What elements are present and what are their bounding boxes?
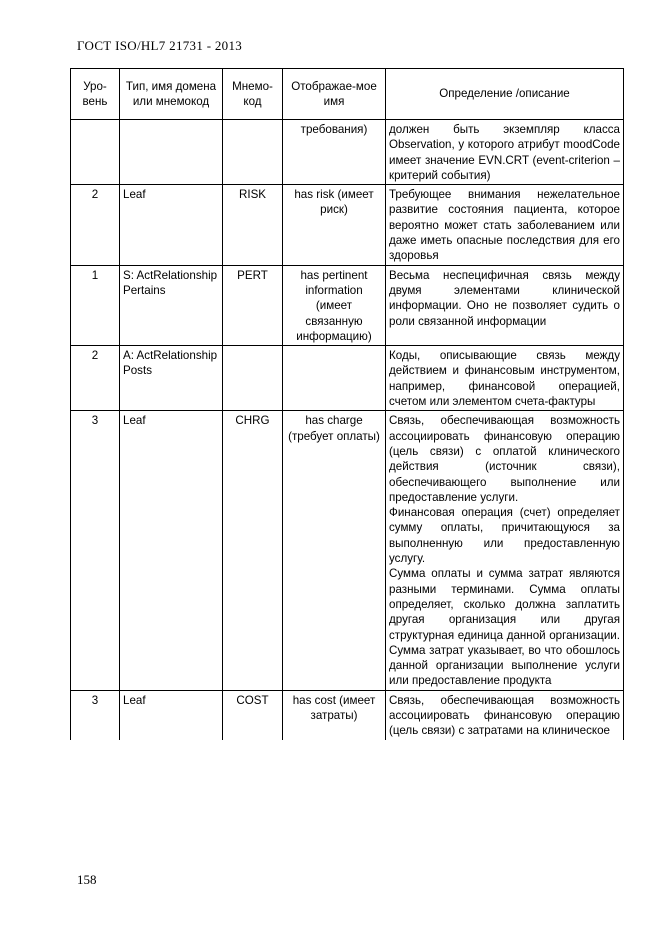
code-cell [223,346,283,411]
description-cell [386,346,624,411]
header-code: Мнемо-код [223,69,283,120]
table-row [71,265,624,345]
page-number: 158 [77,872,97,887]
type-cell: Leaf [120,690,223,739]
document-header: ГОСТ ISO/HL7 21731 - 2013 [77,38,243,53]
description-cell [386,185,624,265]
code-cell: RISK [223,185,283,265]
level-cell: 2 [71,185,120,265]
display-name-cell: требования) [283,120,386,185]
display-name-cell: has risk (имеет риск) [283,185,386,265]
display-name-cell [283,346,386,411]
description-cell [386,690,624,739]
code-cell: CHRG [223,411,283,690]
description-paragraph: Требующее внимания нежелательное развитие состояния пациента, которое вероятно может стать заболеванием или даже иметь опасные последствия для его здоровья [389,188,620,263]
level-cell: 3 [71,690,120,739]
type-cell: S: ActRelationshipPertains [120,265,223,345]
display-name-cell: has cost (имеет затраты) [283,690,386,739]
header-level: Уро-вень [71,69,120,120]
type-cell: Leaf [120,411,223,690]
display-name-cell: has pertinent information (имеет связанную информацию) [283,265,386,345]
type-cell [120,120,223,185]
level-cell: 3 [71,411,120,690]
type-cell: Leaf [120,185,223,265]
description-paragraph: Весьма неспецифичная связь между двумя элементами клинической информации. Оно не позволяет судить о роли связанной информации [389,268,620,328]
description-paragraph: Финансовая операция (счет) определяет сумму оплаты, причитающуюся за выполненную или предоставленную услугу. [389,506,620,566]
code-cell: PERT [223,265,283,345]
description-paragraph: Сумма оплаты и сумма затрат являются разными терминами. Сумма оплаты определяет, сколько должна заплатить другая организация или другая структурная единица данной организации. Сумма затрат указывает, во что обошлось данной организации выполнение услуги или предоставление продукта [389,567,620,688]
table-row [71,120,624,185]
level-cell: 2 [71,346,120,411]
level-cell [71,120,120,185]
description-cell [386,120,624,185]
type-cell: A: ActRelationshipPosts [120,346,223,411]
description-paragraph: Связь, обеспечивающая возможность ассоциировать финансовую операцию (цель связи) с оплатой клинического действия (источник связи), обеспечивающего выполнение или предоставление услуги. [389,414,620,504]
table-row [71,346,624,411]
code-cell [223,120,283,185]
header-type: Тип, имя домена или мнемокод [120,69,223,120]
code-cell: COST [223,690,283,739]
description-paragraph: Коды, описывающие связь между действием и финансовым инструментом, например, финансовой операцией, счетом или элементом счета-фактуры [389,349,620,409]
level-cell: 1 [71,265,120,345]
table-row [71,185,624,265]
description-cell [386,411,624,690]
codes-table [70,68,624,740]
table-row [71,411,624,690]
header-description: Определение /описание [386,69,624,120]
table-row [71,690,624,739]
header-display-name: Отображае-мое имя [283,69,386,120]
table-header-row [71,69,624,120]
display-name-cell: has charge (требует оплаты) [283,411,386,690]
description-paragraph: должен быть экземпляр класса Observation, у которого атрибут moodCode имеет значение EVN.CRT (event-criterion – критерий события) [389,123,620,182]
description-paragraph: Связь, обеспечивающая возможность ассоциировать финансовую операцию (цель связи) с затратами на клиническое [389,693,620,738]
description-cell [386,265,624,345]
